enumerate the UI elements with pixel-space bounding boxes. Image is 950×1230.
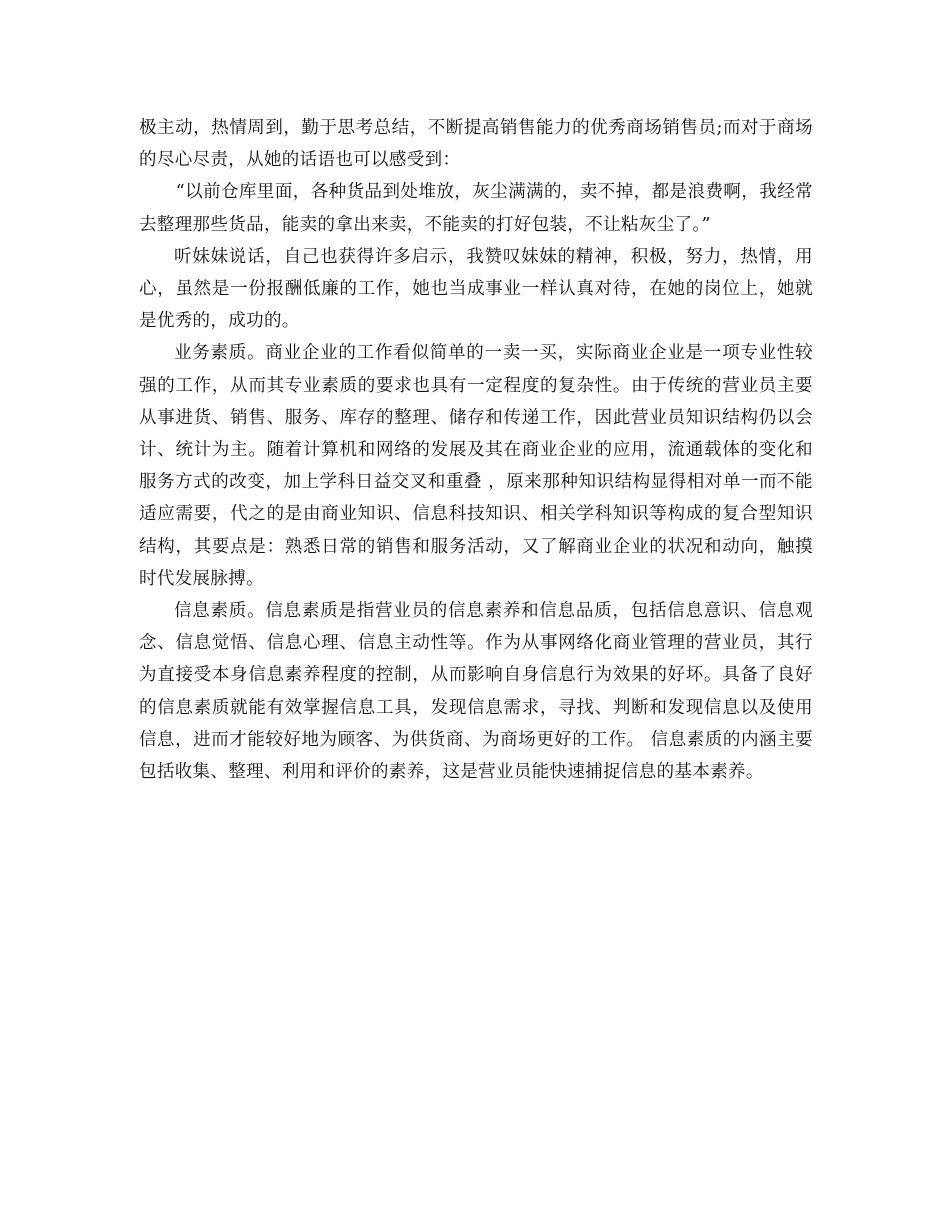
body-text <box>139 112 813 788</box>
paragraph-business-quality: 业务素质。商业企业的工作看似简单的一卖一买，实际商业企业是一项专业性较强的工作，从而其专业素质的要求也具有一定程度的复杂性。由于传统的营业员主要从事进货、销售、服务、库存的整理、储存和传递工作，因此营业员知识结构仍以会计、统计为主。随着计算机和网络的发展及其在商业企业的应用，流通载体的变化和服务方式的改变，加上学科日益交叉和重叠 ，原来那种知识结构显得相对单一而不能适应需要，代之的是由商业知识、信息科技知识、相关学科知识等构成的复合型知识结构，其要点是：熟悉日常的销售和服务活动，又了解商业企业的状况和动向，触摸时代发展脉搏。 <box>139 343 813 589</box>
paragraph-reflection: 听妹妹说话，自己也获得许多启示，我赞叹妹妹的精神，积极，努力，热情，用心，虽然是一份报酬低廉的工作，她也当成事业一样认真对待，在她的岗位上，她就是优秀的，成功的。 <box>139 246 813 332</box>
paragraph-information-quality: 信息素质。信息素质是指营业员的信息素养和信息品质，包括信息意识、信息观念、信息觉悟、信息心理、信息主动性等。作为从事网络化商业管理的营业员，其行为直接受本身信息素养程度的控制，从而影响自身信息行为效果的好坏。具备了良好的信息素质就能有效掌握信息工具，发现信息需求，寻找、判断和发现信息以及使用信息，进而才能较好地为顾客、为供货商、为商场更好的工作。 信息素质的内涵主要包括收集、整理、利用和评价的素养，这是营业员能快速捕捉信息的基本素养。 <box>139 601 813 783</box>
paragraph-continuation: 极主动，热情周到，勤于思考总结，不断提高销售能力的优秀商场销售员;而对于商场的尽心尽责，从她的话语也可以感受到： <box>139 118 813 171</box>
paragraph-quote: “以前仓库里面，各种货品到处堆放，灰尘满满的，卖不掉，都是浪费啊，我经常去整理那些货品，能卖的拿出来卖，不能卖的打好包装，不让粘灰尘了。” <box>139 182 813 235</box>
